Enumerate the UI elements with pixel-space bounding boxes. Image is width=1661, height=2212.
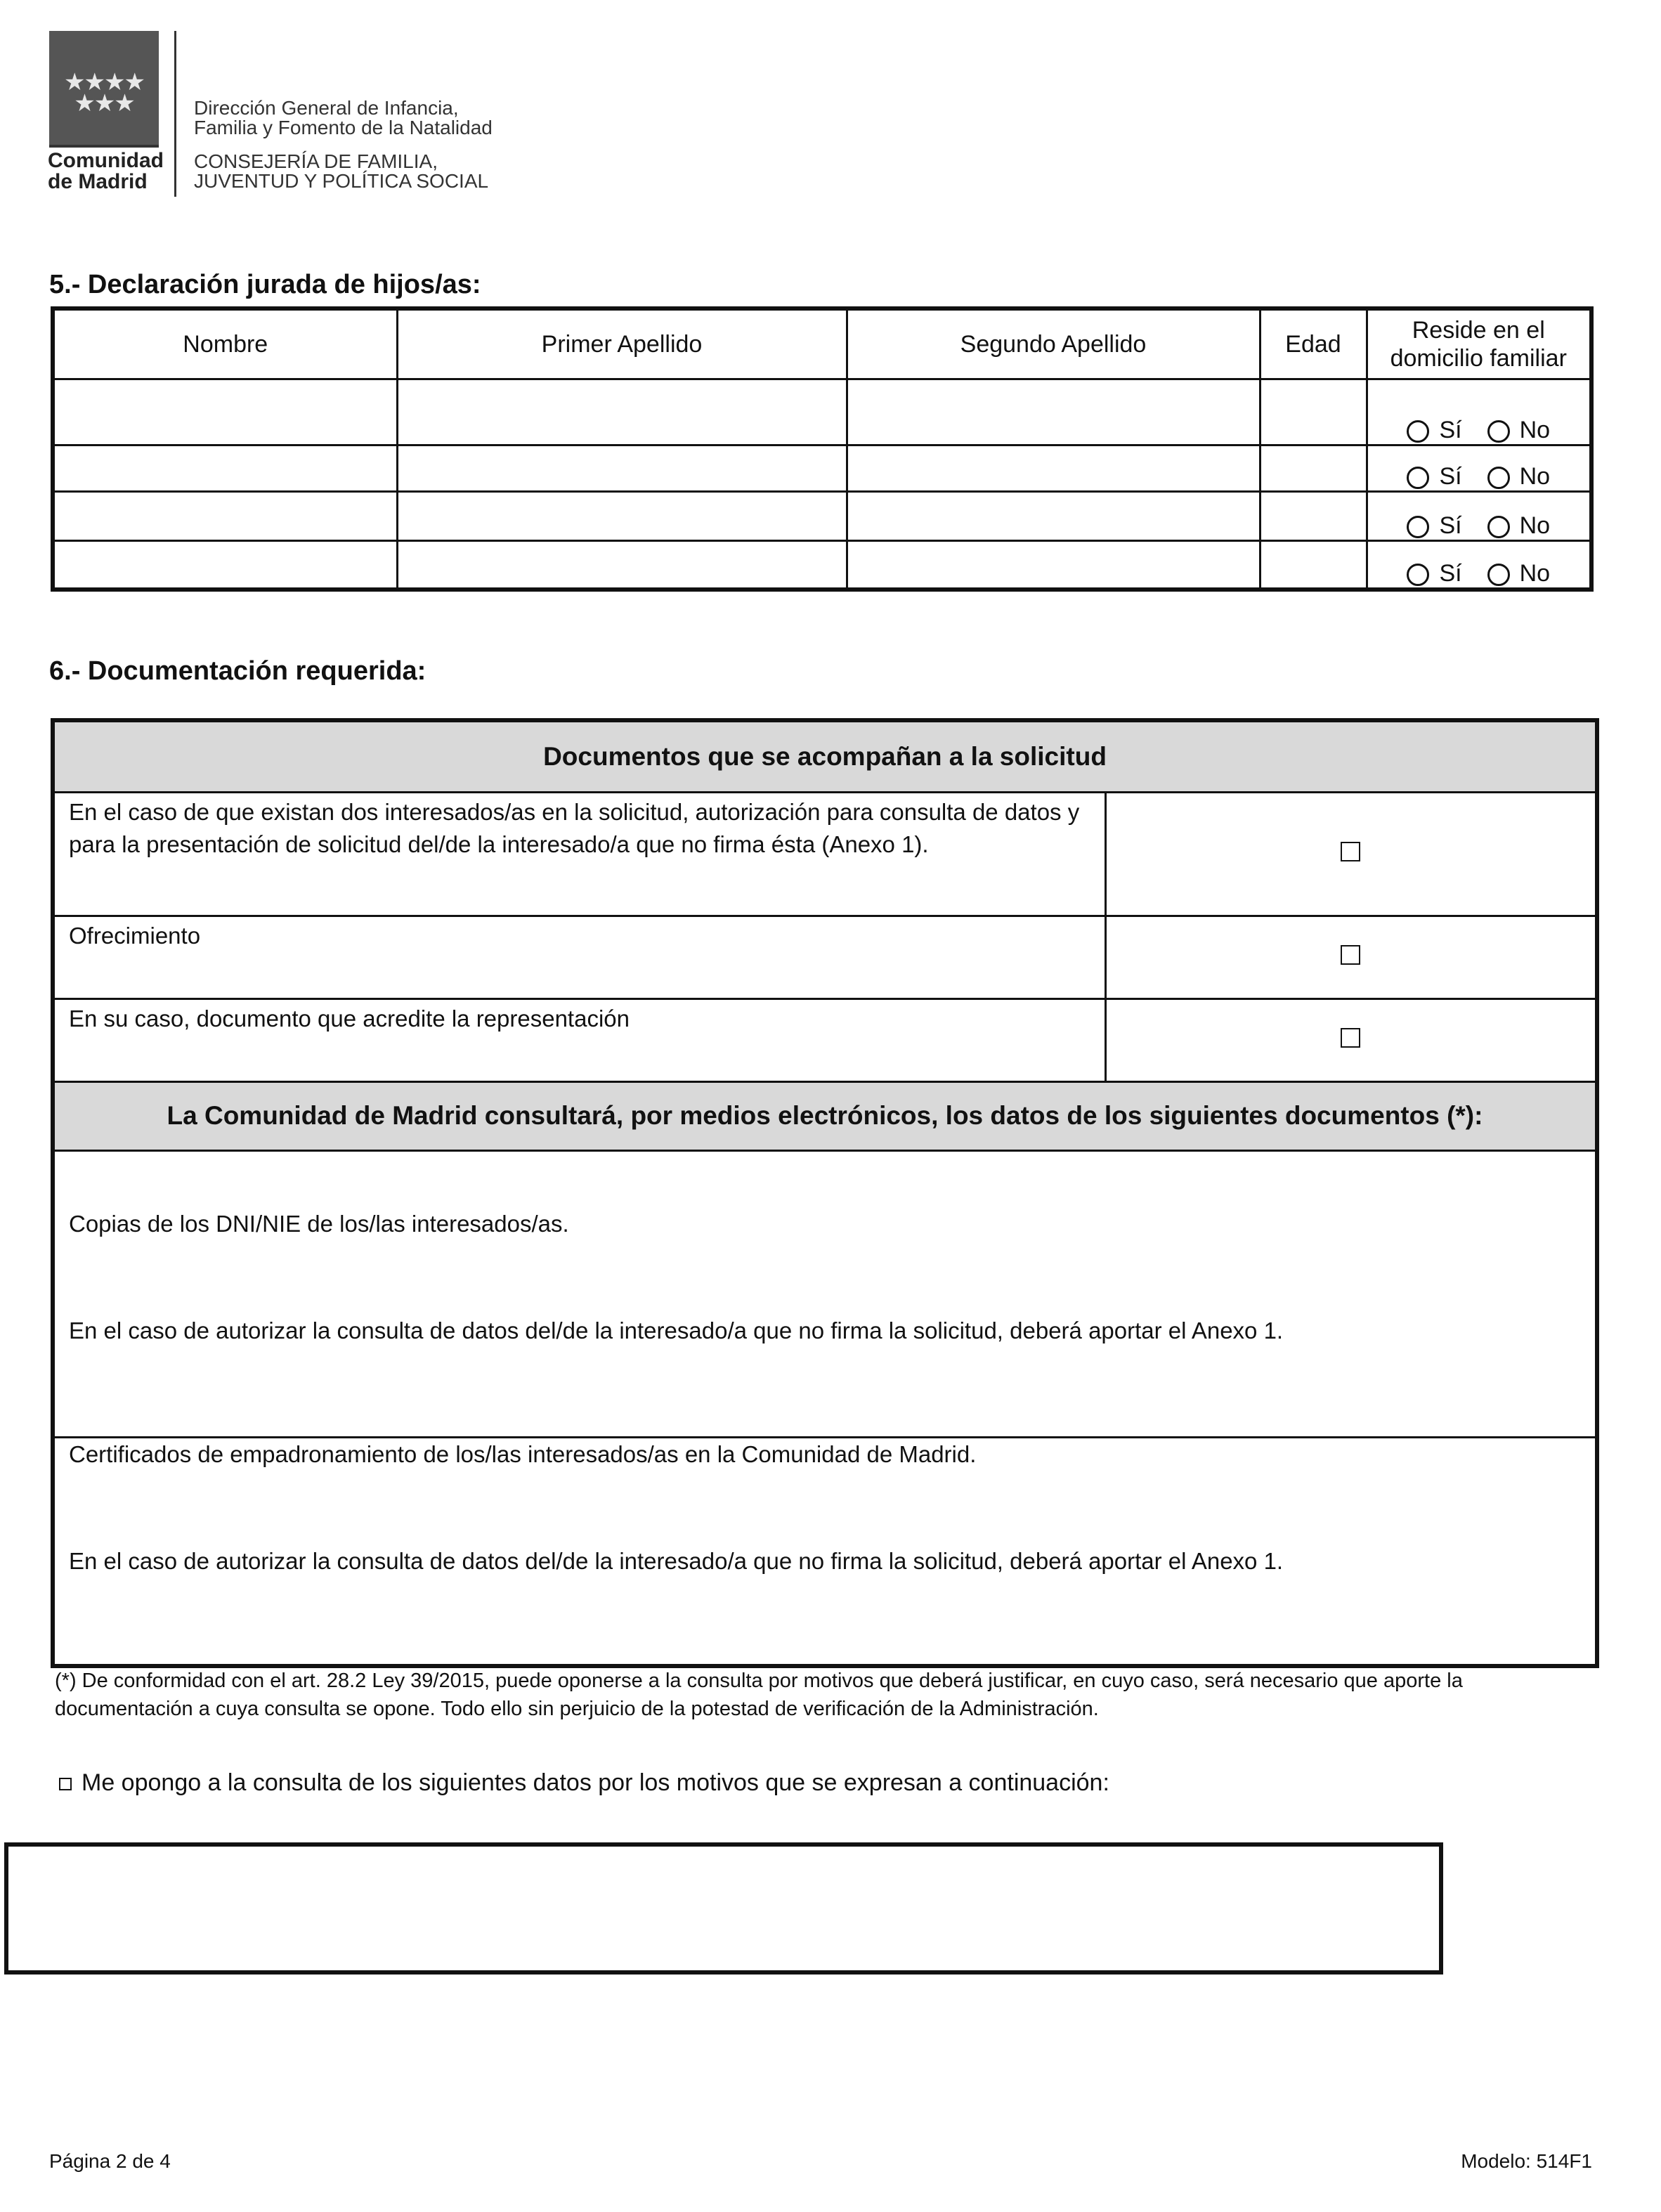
reside-options bbox=[1367, 540, 1591, 590]
divider bbox=[174, 31, 176, 197]
doc-checkbox-cell[interactable] bbox=[1105, 998, 1597, 1081]
reside-yes-radio[interactable] bbox=[1407, 417, 1461, 444]
org-line: Familia y Fomento de la Natalidad bbox=[194, 117, 493, 138]
doc-label: En su caso, documento que acredite la representación bbox=[53, 998, 1105, 1081]
reside-no-radio[interactable] bbox=[1487, 417, 1550, 444]
reside-no-radio[interactable] bbox=[1487, 463, 1550, 490]
section5-title: 5.- Declaración jurada de hijos/as: bbox=[49, 270, 481, 299]
doc-checkbox-cell[interactable] bbox=[1105, 916, 1597, 998]
reside-options bbox=[1367, 379, 1591, 445]
stars-icon: ★★★★ ★★★ bbox=[64, 69, 144, 117]
edad-input[interactable] bbox=[1260, 445, 1367, 491]
reside-no-radio[interactable] bbox=[1487, 512, 1550, 540]
oppose-reasons-field[interactable] bbox=[4, 1842, 1443, 1974]
doc-label: Ofrecimiento bbox=[53, 916, 1105, 998]
logo-line: Comunidad bbox=[48, 149, 164, 172]
documents-header: Documentos que se acompañan a la solicitud bbox=[53, 720, 1597, 792]
reside-options bbox=[1367, 491, 1591, 540]
yes-label: Sí bbox=[1439, 416, 1462, 443]
no-label: No bbox=[1519, 560, 1551, 587]
no-label: No bbox=[1519, 512, 1551, 539]
nombre-input[interactable] bbox=[53, 379, 397, 445]
reside-options bbox=[1367, 445, 1591, 491]
yes-label: Sí bbox=[1439, 462, 1462, 490]
nombre-input[interactable] bbox=[53, 540, 397, 590]
doc-checkbox[interactable] bbox=[1341, 945, 1360, 965]
org-line: Dirección General de Infancia, bbox=[194, 97, 459, 119]
col-reside: Reside en el domicilio familiar bbox=[1367, 308, 1591, 379]
col-edad: Edad bbox=[1260, 308, 1367, 379]
nombre-input[interactable] bbox=[53, 445, 397, 491]
radio-icon bbox=[1407, 516, 1429, 538]
segundo-apellido-input[interactable] bbox=[847, 491, 1260, 540]
consult-item bbox=[53, 1150, 1597, 1437]
oppose-checkbox[interactable] bbox=[59, 1778, 72, 1790]
reside-no-radio[interactable] bbox=[1487, 560, 1550, 587]
doc-label: En el caso de que existan dos interesados/as en la solicitud, autorización para consulta de datos y para la presentación de solicitud del/de la interesado/a que no firma ésta (Anexo 1). bbox=[53, 792, 1105, 916]
page-number: Página 2 de 4 bbox=[49, 2150, 171, 2172]
radio-icon bbox=[1487, 420, 1510, 443]
primer-apellido-input[interactable] bbox=[397, 379, 847, 445]
child-row bbox=[53, 540, 1591, 590]
primer-apellido-input[interactable] bbox=[397, 445, 847, 491]
col-segundo-apellido: Segundo Apellido bbox=[847, 308, 1260, 379]
oppose-option[interactable] bbox=[59, 1769, 1109, 1797]
oppose-label: Me opongo a la consulta de los siguientes datos por los motivos que se expresan a continuación: bbox=[82, 1769, 1109, 1796]
no-label: No bbox=[1519, 416, 1551, 443]
yes-label: Sí bbox=[1439, 560, 1462, 587]
children-table bbox=[51, 306, 1594, 592]
primer-apellido-input[interactable] bbox=[397, 491, 847, 540]
reside-yes-radio[interactable] bbox=[1407, 463, 1461, 490]
radio-icon bbox=[1487, 564, 1510, 586]
consult-title: Copias de los DNI/NIE de los/las interesados/as. bbox=[69, 1210, 569, 1237]
radio-icon bbox=[1407, 467, 1429, 489]
doc-checkbox-cell[interactable] bbox=[1105, 792, 1597, 916]
nombre-input[interactable] bbox=[53, 491, 397, 540]
reside-yes-radio[interactable] bbox=[1407, 560, 1461, 587]
radio-icon bbox=[1407, 420, 1429, 443]
radio-icon bbox=[1487, 467, 1510, 489]
consult-note: En el caso de autorizar la consulta de datos del/de la interesado/a que no firma la solicitud, deberá aportar el Anexo 1. bbox=[69, 1547, 1284, 1574]
child-row bbox=[53, 491, 1591, 540]
logo-name bbox=[48, 150, 164, 193]
documents-table bbox=[51, 718, 1599, 1668]
col-nombre: Nombre bbox=[53, 308, 397, 379]
consult-header: La Comunidad de Madrid consultará, por medios electrónicos, los datos de los siguientes documentos (*): bbox=[53, 1081, 1597, 1150]
model-number: Modelo: 514F1 bbox=[1461, 2150, 1592, 2172]
reside-yes-radio[interactable] bbox=[1407, 512, 1461, 540]
segundo-apellido-input[interactable] bbox=[847, 445, 1260, 491]
consult-title: Certificados de empadronamiento de los/las interesados/as en la Comunidad de Madrid. bbox=[69, 1440, 977, 1467]
child-row bbox=[53, 445, 1591, 491]
edad-input[interactable] bbox=[1260, 379, 1367, 445]
consult-item bbox=[53, 1437, 1597, 1666]
radio-icon bbox=[1487, 516, 1510, 538]
doc-checkbox[interactable] bbox=[1341, 842, 1360, 861]
no-label: No bbox=[1519, 462, 1551, 490]
segundo-apellido-input[interactable] bbox=[847, 540, 1260, 590]
org-line: JUVENTUD Y POLÍTICA SOCIAL bbox=[194, 170, 489, 192]
edad-input[interactable] bbox=[1260, 491, 1367, 540]
org-line: CONSEJERÍA DE FAMILIA, bbox=[194, 150, 438, 172]
consult-note: En el caso de autorizar la consulta de datos del/de la interesado/a que no firma la solicitud, deberá aportar el Anexo 1. bbox=[69, 1317, 1284, 1344]
yes-label: Sí bbox=[1439, 512, 1462, 539]
section6-title: 6.- Documentación requerida: bbox=[49, 656, 426, 686]
doc-checkbox[interactable] bbox=[1341, 1028, 1360, 1048]
col-primer-apellido: Primer Apellido bbox=[397, 308, 847, 379]
segundo-apellido-input[interactable] bbox=[847, 379, 1260, 445]
primer-apellido-input[interactable] bbox=[397, 540, 847, 590]
logo-line: de Madrid bbox=[48, 170, 148, 193]
comunidad-madrid-logo bbox=[49, 31, 159, 148]
radio-icon bbox=[1407, 564, 1429, 586]
footnote: (*) De conformidad con el art. 28.2 Ley 39/2015, puede oponerse a la consulta por motivos que deberá justificar, en cuyo caso, será necesario que aporte la documentación a cuya consulta se opone. Todo ello sin perjuicio de la potestad de verificación de la Administración. bbox=[55, 1670, 1463, 1720]
edad-input[interactable] bbox=[1260, 540, 1367, 590]
child-row bbox=[53, 379, 1591, 445]
